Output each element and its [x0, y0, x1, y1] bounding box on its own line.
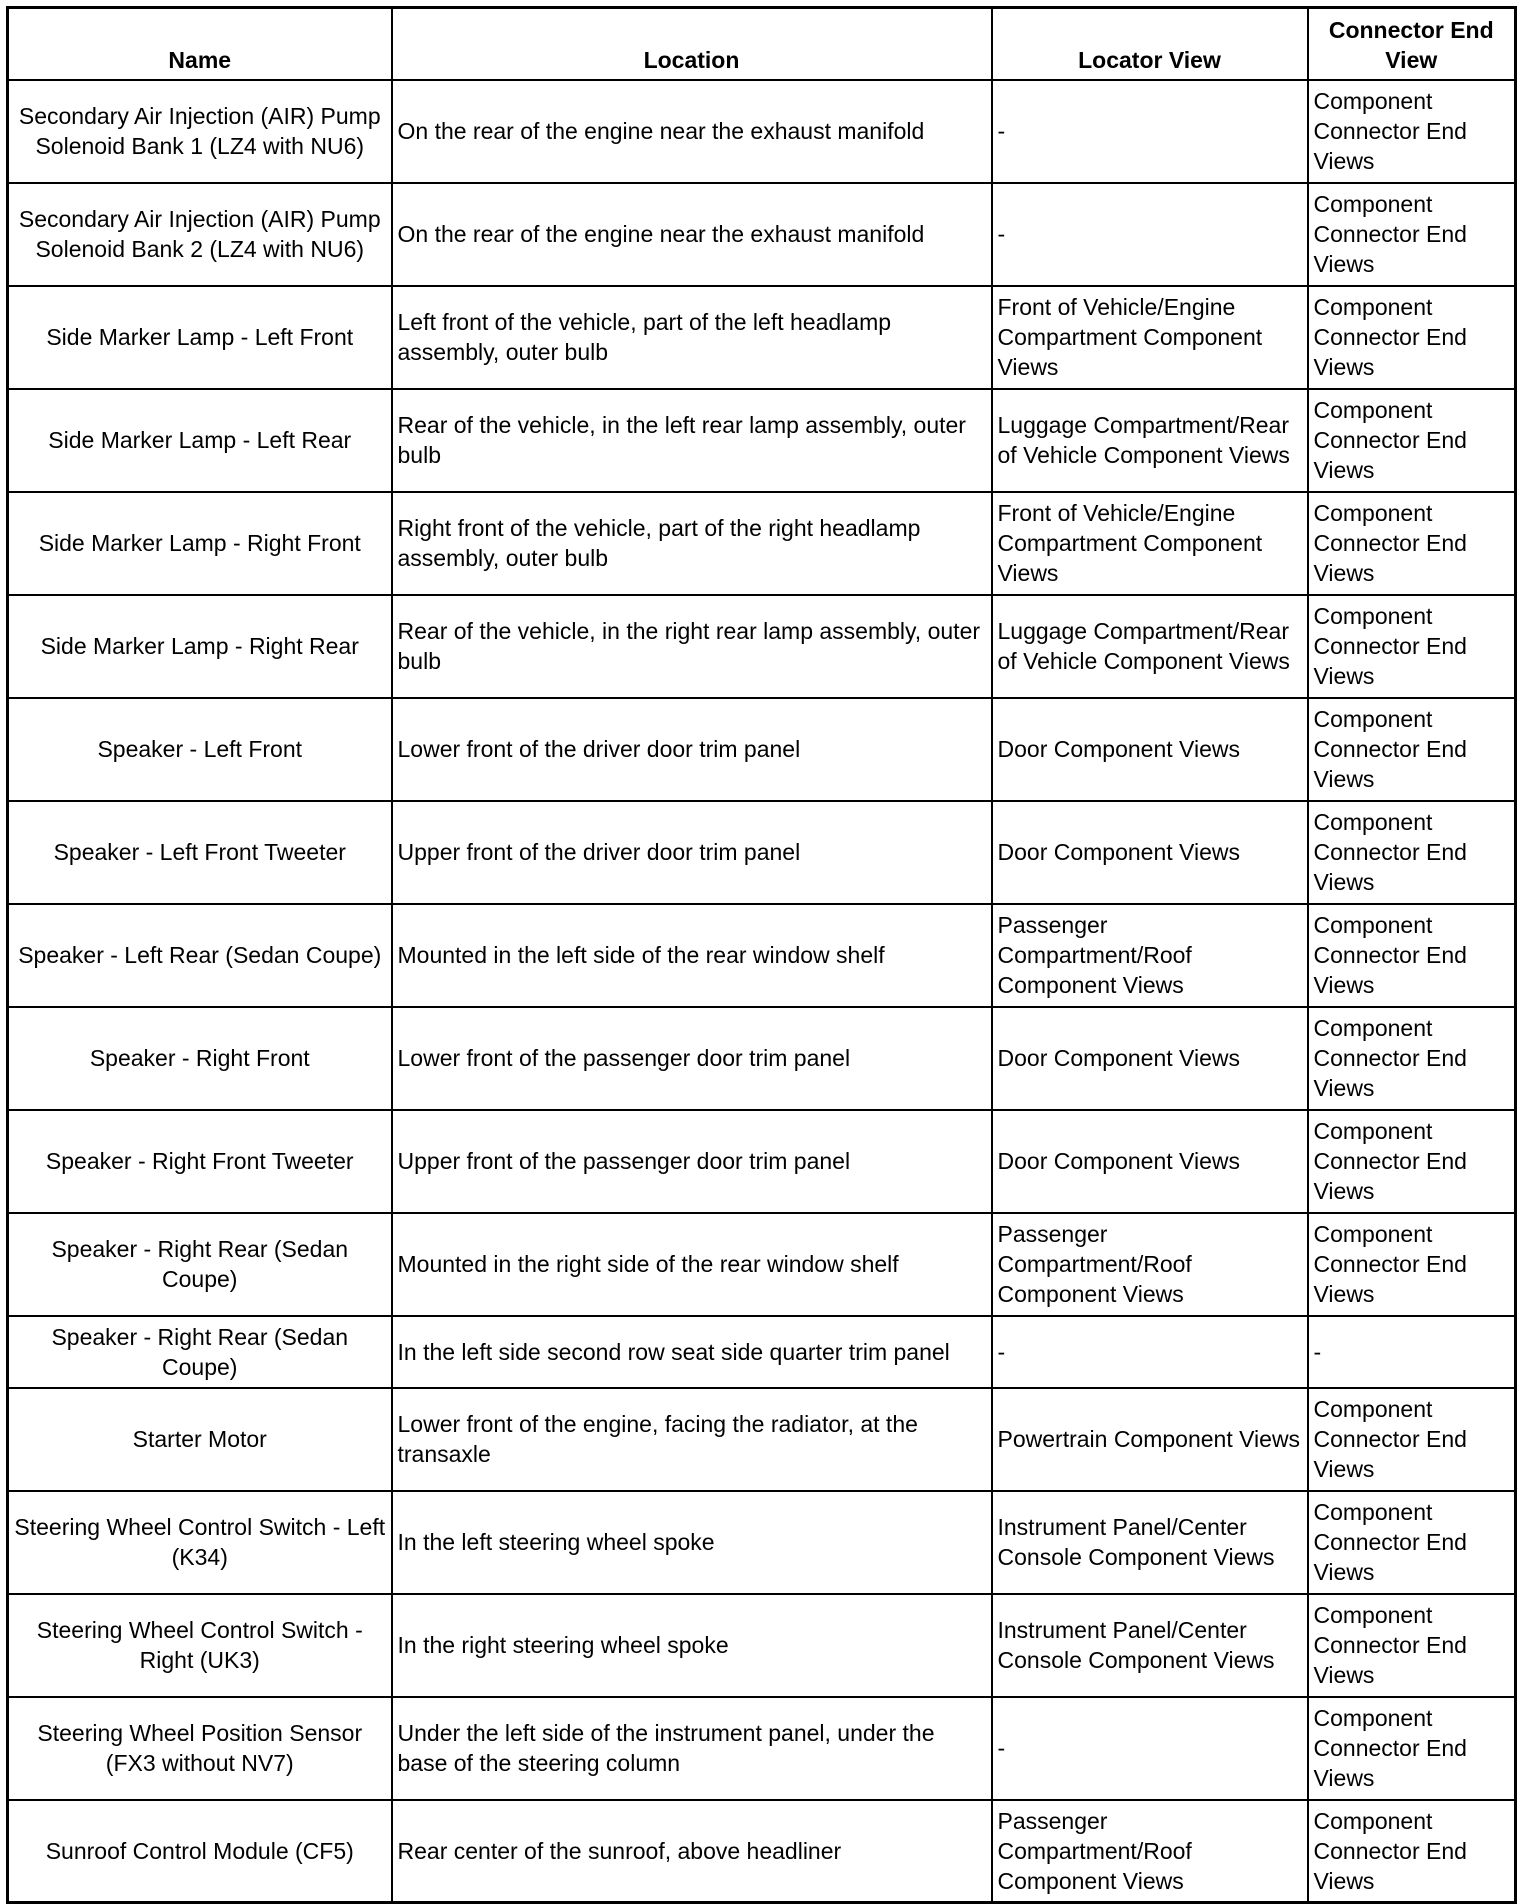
cell-location: Right front of the vehicle, part of the right headlamp assembly, outer bulb [392, 492, 992, 595]
cell-location: Lower front of the passenger door trim panel [392, 1007, 992, 1110]
cell-location: Under the left side of the instrument panel, under the base of the steering column [392, 1697, 992, 1800]
cell-location: On the rear of the engine near the exhaust manifold [392, 183, 992, 286]
cell-locator-view: Passenger Compartment/Roof Component Views [992, 1800, 1308, 1903]
cell-name: Secondary Air Injection (AIR) Pump Solenoid Bank 2 (LZ4 with NU6) [8, 183, 392, 286]
table-row [8, 904, 1516, 1007]
table-row [8, 286, 1516, 389]
cell-name: Sunroof Control Module (CF5) [8, 1800, 392, 1903]
cell-location: Rear of the vehicle, in the right rear lamp assembly, outer bulb [392, 595, 992, 698]
cell-location: Mounted in the left side of the rear window shelf [392, 904, 992, 1007]
cell-name: Steering Wheel Control Switch - Right (UK3) [8, 1594, 392, 1697]
table-row [8, 1800, 1516, 1903]
table-header-row [8, 8, 1516, 80]
cell-name: Speaker - Right Front [8, 1007, 392, 1110]
cell-connector-end-view: Component Connector End Views [1308, 389, 1516, 492]
cell-name: Starter Motor [8, 1388, 392, 1491]
cell-locator-view: Passenger Compartment/Roof Component Views [992, 1213, 1308, 1316]
cell-location: In the left steering wheel spoke [392, 1491, 992, 1594]
cell-locator-view: Door Component Views [992, 1110, 1308, 1213]
cell-location: In the right steering wheel spoke [392, 1594, 992, 1697]
table-row [8, 1316, 1516, 1388]
cell-connector-end-view: Component Connector End Views [1308, 1388, 1516, 1491]
cell-connector-end-view: Component Connector End Views [1308, 904, 1516, 1007]
cell-locator-view: Door Component Views [992, 801, 1308, 904]
cell-locator-view: - [992, 80, 1308, 183]
table-row [8, 1594, 1516, 1697]
cell-connector-end-view: Component Connector End Views [1308, 492, 1516, 595]
cell-location: Rear of the vehicle, in the left rear lamp assembly, outer bulb [392, 389, 992, 492]
cell-name: Speaker - Right Rear (Sedan Coupe) [8, 1316, 392, 1388]
header-location: Location [392, 8, 992, 80]
cell-connector-end-view: Component Connector End Views [1308, 1007, 1516, 1110]
cell-name: Steering Wheel Position Sensor (FX3 without NV7) [8, 1697, 392, 1800]
cell-name: Speaker - Left Front [8, 698, 392, 801]
cell-location: Upper front of the passenger door trim panel [392, 1110, 992, 1213]
cell-locator-view: Front of Vehicle/Engine Compartment Component Views [992, 492, 1308, 595]
cell-connector-end-view: Component Connector End Views [1308, 1697, 1516, 1800]
cell-connector-end-view: Component Connector End Views [1308, 1800, 1516, 1903]
table-row [8, 1007, 1516, 1110]
cell-location: On the rear of the engine near the exhaust manifold [392, 80, 992, 183]
cell-connector-end-view: Component Connector End Views [1308, 286, 1516, 389]
cell-locator-view: Passenger Compartment/Roof Component Views [992, 904, 1308, 1007]
cell-connector-end-view: Component Connector End Views [1308, 698, 1516, 801]
table-row [8, 1110, 1516, 1213]
cell-locator-view: Powertrain Component Views [992, 1388, 1308, 1491]
table-row [8, 801, 1516, 904]
table-row [8, 1491, 1516, 1594]
cell-name: Speaker - Left Rear (Sedan Coupe) [8, 904, 392, 1007]
component-locator-table [6, 6, 1517, 1904]
cell-locator-view: Luggage Compartment/Rear of Vehicle Component Views [992, 389, 1308, 492]
cell-name: Speaker - Right Rear (Sedan Coupe) [8, 1213, 392, 1316]
cell-name: Side Marker Lamp - Right Front [8, 492, 392, 595]
table-row [8, 1213, 1516, 1316]
cell-connector-end-view: Component Connector End Views [1308, 1594, 1516, 1697]
table-row [8, 80, 1516, 183]
cell-name: Speaker - Right Front Tweeter [8, 1110, 392, 1213]
cell-location: Left front of the vehicle, part of the left headlamp assembly, outer bulb [392, 286, 992, 389]
table-row [8, 698, 1516, 801]
cell-location: Mounted in the right side of the rear window shelf [392, 1213, 992, 1316]
cell-location: Lower front of the driver door trim panel [392, 698, 992, 801]
cell-locator-view: - [992, 1316, 1308, 1388]
cell-locator-view: Instrument Panel/Center Console Component Views [992, 1594, 1308, 1697]
cell-connector-end-view: - [1308, 1316, 1516, 1388]
cell-connector-end-view: Component Connector End Views [1308, 183, 1516, 286]
table-row [8, 492, 1516, 595]
cell-connector-end-view: Component Connector End Views [1308, 595, 1516, 698]
cell-name: Steering Wheel Control Switch - Left (K34) [8, 1491, 392, 1594]
table-row [8, 1388, 1516, 1491]
cell-location: Upper front of the driver door trim panel [392, 801, 992, 904]
cell-name: Side Marker Lamp - Right Rear [8, 595, 392, 698]
cell-name: Side Marker Lamp - Left Rear [8, 389, 392, 492]
header-locator-view: Locator View [992, 8, 1308, 80]
cell-name: Speaker - Left Front Tweeter [8, 801, 392, 904]
cell-locator-view: Door Component Views [992, 698, 1308, 801]
cell-connector-end-view: Component Connector End Views [1308, 80, 1516, 183]
cell-locator-view: - [992, 1697, 1308, 1800]
cell-location: Lower front of the engine, facing the radiator, at the transaxle [392, 1388, 992, 1491]
header-name: Name [8, 8, 392, 80]
table-row [8, 1697, 1516, 1800]
cell-locator-view: Door Component Views [992, 1007, 1308, 1110]
cell-locator-view: Front of Vehicle/Engine Compartment Component Views [992, 286, 1308, 389]
cell-name: Side Marker Lamp - Left Front [8, 286, 392, 389]
table-row [8, 595, 1516, 698]
cell-connector-end-view: Component Connector End Views [1308, 1491, 1516, 1594]
cell-location: In the left side second row seat side quarter trim panel [392, 1316, 992, 1388]
cell-locator-view: Instrument Panel/Center Console Component Views [992, 1491, 1308, 1594]
table-row [8, 389, 1516, 492]
cell-connector-end-view: Component Connector End Views [1308, 1213, 1516, 1316]
header-connector-end-view: Connector End View [1308, 8, 1516, 80]
cell-location: Rear center of the sunroof, above headliner [392, 1800, 992, 1903]
table-row [8, 183, 1516, 286]
cell-name: Secondary Air Injection (AIR) Pump Solenoid Bank 1 (LZ4 with NU6) [8, 80, 392, 183]
cell-connector-end-view: Component Connector End Views [1308, 801, 1516, 904]
cell-connector-end-view: Component Connector End Views [1308, 1110, 1516, 1213]
cell-locator-view: Luggage Compartment/Rear of Vehicle Component Views [992, 595, 1308, 698]
cell-locator-view: - [992, 183, 1308, 286]
